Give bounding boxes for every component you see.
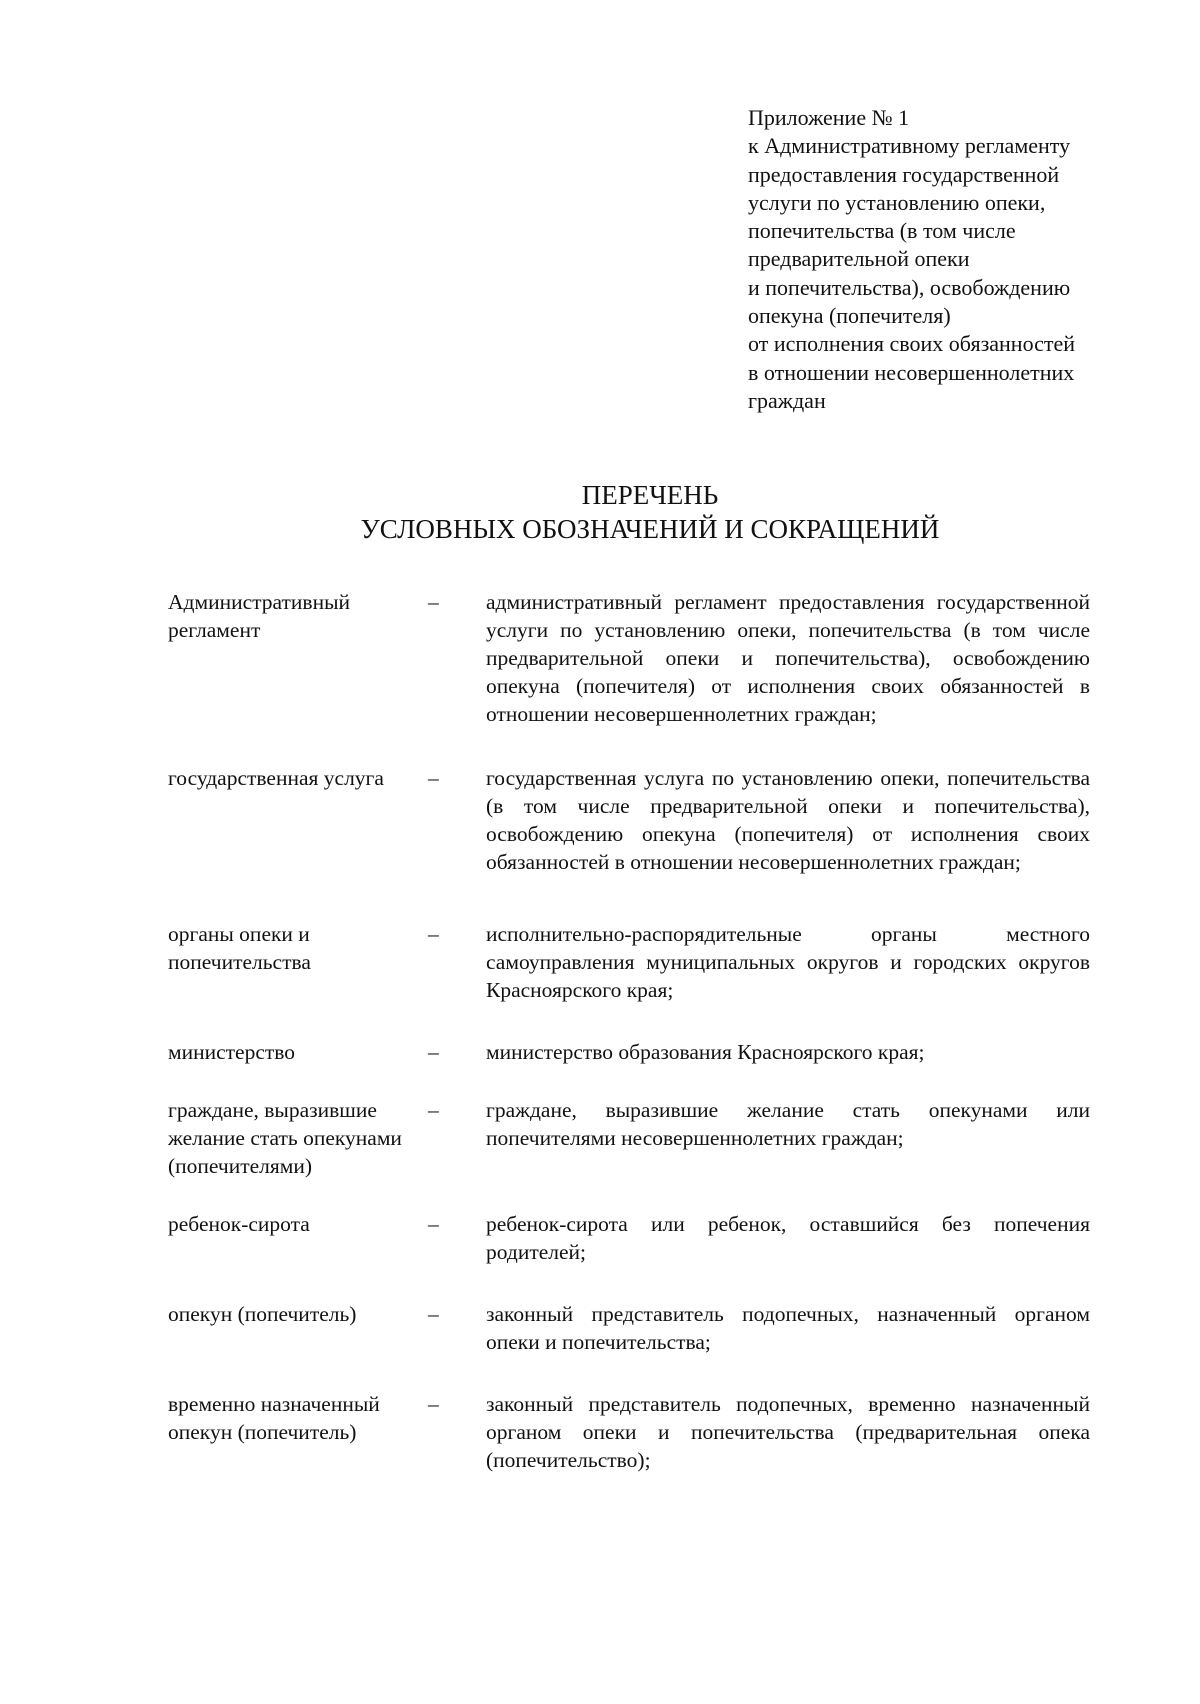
- appendix-line: опекуна (попечителя): [748, 303, 951, 329]
- glossary-term: министерство: [168, 1040, 296, 1064]
- glossary-dash: –: [428, 766, 439, 790]
- appendix-line: Приложение № 1: [748, 105, 910, 130]
- glossary-entry: [168, 920, 1090, 1004]
- glossary-entry: [168, 1300, 1090, 1356]
- glossary-list: [168, 588, 1090, 1474]
- appendix-line: попечительства (в том числе: [748, 218, 1016, 244]
- glossary-entry: [168, 1096, 1090, 1180]
- glossary-definition: ребенок-сирота или ребенок, оставшийся без попечения родителей;: [486, 1212, 1090, 1264]
- glossary-definition: законный представитель подопечных, назначенный органом опеки и попечительства;: [486, 1302, 1090, 1354]
- glossary-dash: –: [428, 1040, 439, 1064]
- glossary-term: временно назначенный опекун (попечитель): [168, 1392, 380, 1444]
- glossary-term: государственная услуга: [168, 766, 384, 790]
- glossary-dash: –: [428, 1212, 439, 1236]
- glossary-definition: государственная услуга по установлению опеки, попечительства (в том числе предварительной опеки и попечительства), освобождению опекуна (попечителя) от исполнения своих обязанностей в отношении несовершеннолетних граждан;: [486, 766, 1090, 874]
- glossary-dash: –: [428, 1392, 439, 1416]
- document-title: [0, 478, 1200, 546]
- glossary-entry: [168, 1210, 1090, 1266]
- glossary-dash: –: [428, 922, 439, 946]
- glossary-entry: [168, 588, 1090, 728]
- glossary-term: граждане, выразившие желание стать опекунами (попечителями): [168, 1098, 402, 1178]
- appendix-line: и попечительства), освобождению: [748, 274, 1071, 300]
- appendix-line: услуги по установлению опеки,: [748, 189, 1046, 215]
- glossary-dash: –: [428, 590, 439, 614]
- appendix-line: предоставления государственной: [748, 161, 1060, 187]
- appendix-header: [748, 104, 1148, 415]
- glossary-definition: исполнительно-распорядительные органы местного самоуправления муниципальных округов и городских округов Красноярского края;: [486, 922, 1090, 1002]
- title-line-2: УСЛОВНЫХ ОБОЗНАЧЕНИЙ И СОКРАЩЕНИЙ: [360, 514, 940, 544]
- appendix-line: предварительной опеки: [748, 246, 970, 272]
- glossary-term: органы опеки и попечительства: [168, 922, 311, 974]
- glossary-term: ребенок-сирота: [168, 1212, 310, 1236]
- glossary-entry: [168, 1038, 1090, 1066]
- glossary-term: опекун (попечитель): [168, 1302, 357, 1326]
- appendix-line: граждан: [748, 387, 826, 413]
- appendix-line: от исполнения своих обязанностей: [748, 331, 1076, 357]
- glossary-definition: законный представитель подопечных, временно назначенный органом опеки и попечительства (предварительная опека (попечительство);: [486, 1392, 1090, 1472]
- glossary-entry: [168, 764, 1090, 876]
- glossary-entry: [168, 1390, 1090, 1474]
- title-line-1: ПЕРЕЧЕНЬ: [581, 480, 719, 510]
- appendix-line: в отношении несовершеннолетних: [748, 359, 1075, 385]
- glossary-definition: граждане, выразившие желание стать опекунами или попечителями несовершеннолетних граждан;: [486, 1098, 1090, 1150]
- glossary-term: Административный регламент: [168, 590, 351, 642]
- glossary-dash: –: [428, 1302, 439, 1326]
- glossary-dash: –: [428, 1098, 439, 1122]
- glossary-definition: административный регламент предоставления государственной услуги по установлению опеки, попечительства (в том числе предварительной опеки и попечительства), освобождению опекуна (попечителя) от исполнения своих обязанностей в отношении несовершеннолетних граждан;: [486, 590, 1090, 726]
- glossary-definition: министерство образования Красноярского края;: [486, 1040, 925, 1064]
- appendix-line: к Административному регламенту: [748, 133, 1071, 159]
